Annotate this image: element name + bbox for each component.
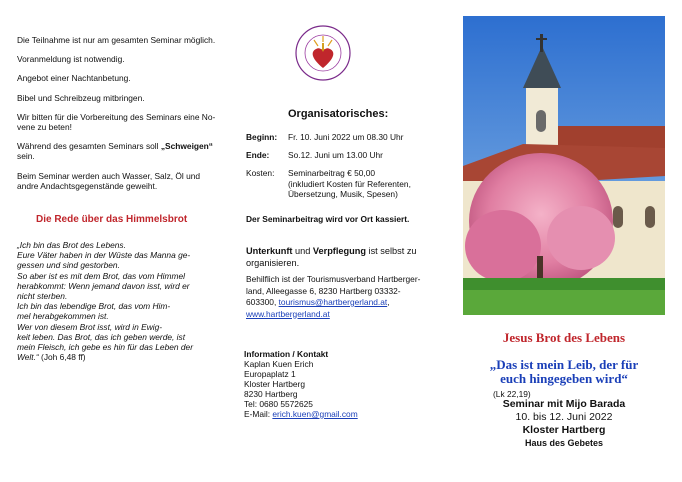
bible-quote-ref: (Lk 22,19) — [493, 389, 531, 399]
tourism-web-link[interactable]: www.hartbergerland.at — [246, 308, 330, 319]
contact-email-row — [244, 409, 444, 419]
intro-line: Die Teilnahme ist nur am gesamten Seminar möglich. — [17, 35, 216, 45]
tourism-email-link[interactable]: tourismus@hartbergerland.at — [278, 297, 388, 307]
catering-word: Verpflegung — [312, 246, 366, 256]
left-column — [17, 35, 247, 191]
begin-label: Beginn: — [246, 132, 278, 142]
accommodation-word: Unterkunft — [246, 246, 293, 256]
accommodation-rest: ist selbst zu organisieren. — [246, 246, 417, 268]
end-value: So.12. Juni um 13.00 Uhr — [288, 150, 383, 161]
logo-heart-icon — [294, 24, 352, 82]
costs-label: Kosten: — [246, 168, 275, 179]
payment-note: Der Seminarbeitrag wird vor Ort kassiert. — [246, 214, 410, 224]
intro-line: Voranmeldung ist notwendig. — [17, 54, 125, 65]
silence-note — [17, 141, 247, 161]
contact-title: Information / Kontakt — [244, 349, 329, 359]
accommodation-note — [246, 245, 446, 269]
intro-line: Bibel und Schreibzeug mitbringen. — [17, 92, 145, 103]
contact-email-label: E-Mail: — [244, 409, 273, 419]
bread-speech-heading: Die Rede über das Himmelsbrot — [36, 214, 188, 225]
tourism-comma: , — [387, 297, 390, 307]
church-blossom-image — [463, 16, 665, 315]
tourism-text: Behilflich ist der Tourismusverband Hartberger- land, Alleegasse 6, 8230 Hartberg 03332- 603300, — [246, 274, 421, 307]
schedule-row-begin — [246, 132, 446, 142]
seminar-dates: 10. bis 12. Juni 2022 — [515, 411, 613, 423]
contact-email-link[interactable]: erich.kuen@gmail.com — [272, 409, 358, 419]
costs-row — [246, 168, 446, 199]
intro-line: Wir bitten für die Vorbereitung des Seminars eine No- vene zu beten! — [17, 111, 216, 133]
blessing-note: Beim Seminar werden auch Wasser, Salz, Öl und andre Andachtsgegenstände geweiht. — [17, 170, 201, 191]
begin-value: Fr. 10. Juni 2022 um 08.30 Uhr — [288, 132, 404, 142]
schedule — [246, 132, 446, 199]
seminar-place: Kloster Hartberg — [522, 424, 606, 436]
contact-lines: Kaplan Kuen Erich Europaplatz 1 Kloster Hartberg 8230 Hartberg Tel: 0680 5572625 — [244, 359, 314, 409]
silence-word: „Schweigen“ — [160, 141, 213, 152]
seminar-speaker: Seminar mit Mijo Barada — [502, 398, 626, 410]
bread-speech-quote — [17, 240, 247, 362]
seminar-info — [463, 398, 665, 450]
silence-post: sein. — [17, 151, 35, 162]
seminar-house: Haus des Gebetes — [524, 438, 604, 448]
org-title: Organisatorisches: — [288, 108, 389, 120]
quote-text: „Ich bin das Brot des Lebens. Eure Väter haben in der Wüste das Manna ge- gessen und sind gestorben. So aber ist es mit dem Brot, das vom Himmel herabkommt: Wenn jemand davon isst, wird er nicht sterben. Ich bin das lebendige Brot, das vom Him- mel herabgekommen ist. Wer von diesem Brot isst, wird in Ewig- keit leben. Das Brot, das ich geben werde, ist mein Fleisch, ich gebe es hin für das Leben der Welt.“ — [17, 240, 193, 363]
bible-quote-title: „Das ist mein Leib, der für euch hingegeben wird“ — [489, 357, 639, 386]
end-label: Ende: — [246, 150, 270, 161]
brochure-title: Jesus Brot des Lebens — [502, 330, 626, 345]
schedule-row-end — [246, 150, 446, 160]
ministry-logo — [294, 24, 352, 82]
contact-block — [244, 349, 444, 419]
tourism-info — [246, 274, 446, 320]
accommodation-and: und — [292, 246, 313, 256]
intro-line: Angebot einer Nachtanbetung. — [17, 73, 131, 84]
costs-value: Seminarbeitrag € 50,00 (inkludiert Kosten für Referenten, Übersetzung, Musik, Spesen) — [288, 168, 411, 199]
church-photo — [463, 16, 665, 315]
quote-ref: (Joh 6,48 ff) — [38, 352, 86, 363]
silence-pre: Während des gesamten Seminars soll — [17, 141, 161, 152]
